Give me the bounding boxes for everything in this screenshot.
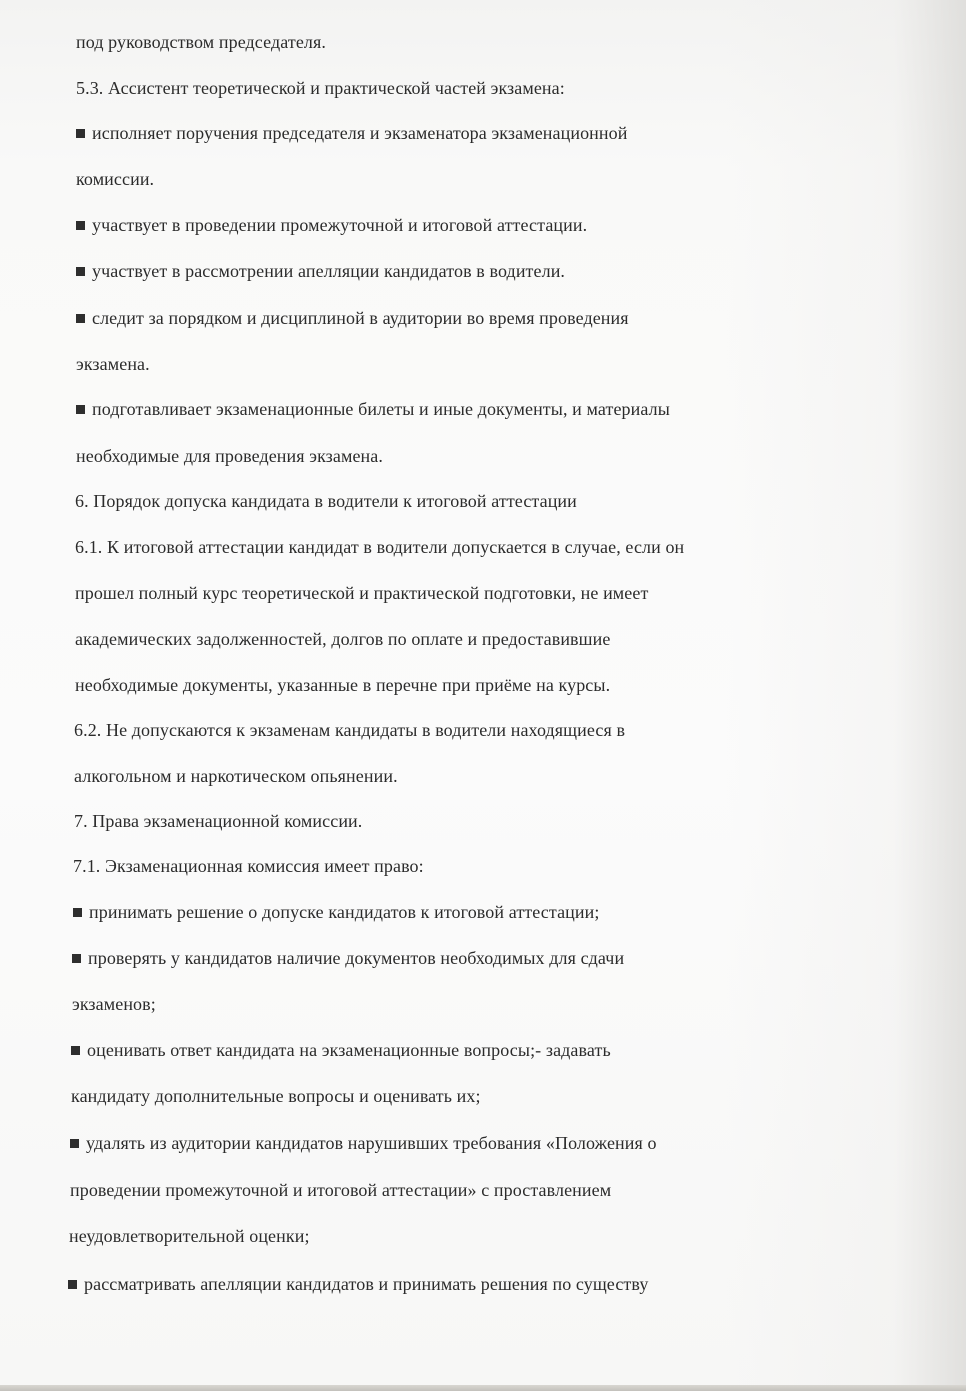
section-heading: 5.3. Ассистент теоретической и практической частей экзамена:: [76, 78, 565, 98]
bullet-item: проверять у кандидатов наличие документов необходимых для сдачи: [72, 947, 624, 969]
bullet-icon: [76, 405, 85, 414]
page-shadow: [726, 0, 966, 1391]
bullet-item: удалять из аудитории кандидатов нарушивших требования «Положения о: [70, 1132, 657, 1154]
bullet-icon: [73, 908, 82, 917]
text-line: неудовлетворительной оценки;: [69, 1226, 310, 1246]
bullet-icon: [76, 314, 85, 323]
bullet-item: участвует в проведении промежуточной и итоговой аттестации.: [76, 214, 587, 236]
text-line: прошел полный курс теоретической и практической подготовки, не имеет: [75, 583, 649, 603]
bullet-item: исполняет поручения председателя и экзаменатора экзаменационной: [76, 122, 627, 144]
bullet-item: участвует в рассмотрении апелляции кандидатов в водители.: [76, 260, 565, 282]
bullet-icon: [71, 1046, 80, 1055]
text-line: необходимые для проведения экзамена.: [76, 446, 383, 466]
bullet-icon: [72, 954, 81, 963]
text-line: комиссии.: [76, 169, 155, 189]
bullet-icon: [76, 221, 85, 230]
text-line: экзаменов;: [72, 994, 156, 1014]
bullet-item: принимать решение о допуске кандидатов к итоговой аттестации;: [73, 901, 599, 923]
text-line: алкогольном и наркотическом опьянении.: [74, 766, 398, 786]
bullet-item: подготавливает экзаменационные билеты и иные документы, и материалы: [76, 398, 670, 420]
section-heading: 6. Порядок допуска кандидата в водители к итоговой аттестации: [75, 491, 577, 511]
bullet-icon: [76, 129, 85, 138]
text-line: кандидату дополнительные вопросы и оценивать их;: [71, 1086, 481, 1106]
text-line: необходимые документы, указанные в перечне при приёме на курсы.: [75, 675, 611, 695]
bullet-item: рассматривать апелляции кандидатов и принимать решения по существу: [68, 1273, 649, 1295]
bullet-item: оценивать ответ кандидата на экзаменационные вопросы;- задавать: [71, 1039, 611, 1061]
bullet-item: следит за порядком и дисциплиной в аудитории во время проведения: [76, 307, 629, 329]
bullet-icon: [76, 267, 85, 276]
text-line: академических задолженностей, долгов по оплате и предоставившие: [75, 629, 611, 649]
bullet-icon: [70, 1139, 79, 1148]
page-edge: [0, 1385, 966, 1391]
section-heading: 7. Права экзаменационной комиссии.: [74, 811, 363, 831]
section-heading: 7.1. Экзаменационная комиссия имеет право:: [73, 856, 424, 876]
text-line: под руководством председателя.: [76, 32, 326, 52]
text-line: 6.1. К итоговой аттестации кандидат в водители допускается в случае, если он: [75, 537, 685, 557]
text-line: экзамена.: [76, 354, 150, 374]
bullet-icon: [68, 1280, 77, 1289]
text-line: 6.2. Не допускаются к экзаменам кандидаты в водители находящиеся в: [74, 720, 626, 740]
text-line: проведении промежуточной и итоговой аттестации» с проставлением: [70, 1180, 612, 1200]
